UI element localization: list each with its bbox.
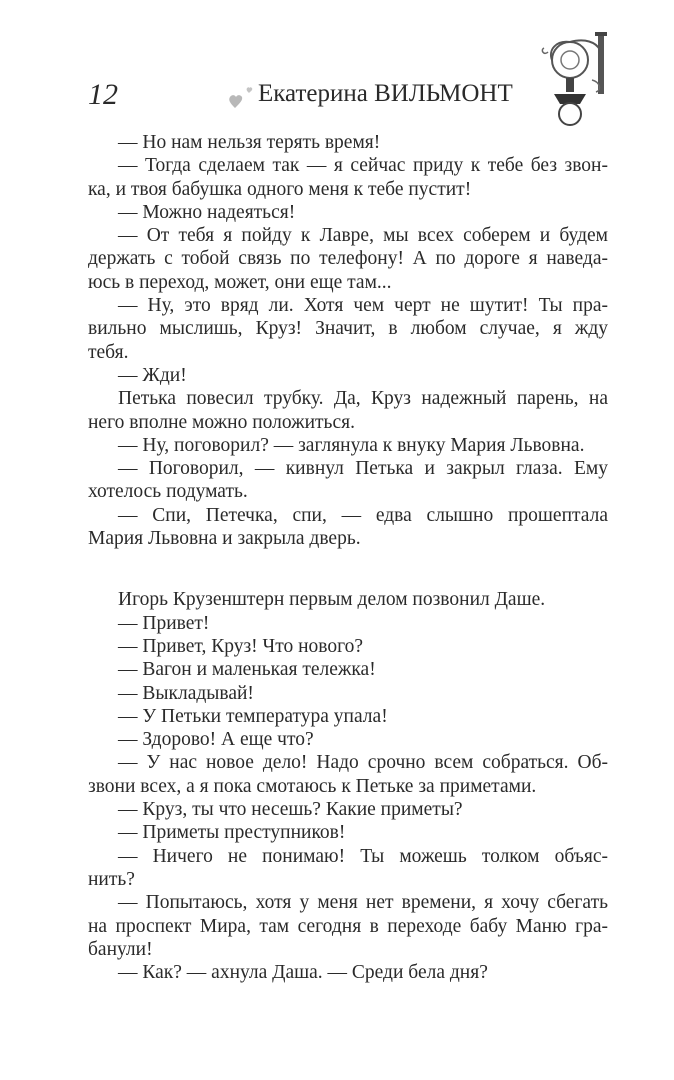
paragraph: [88, 612, 608, 635]
text-line: вильно мыслишь, Круз! Значит, в любом случае, я жду: [88, 318, 608, 340]
text-line: хотелось подумать.: [88, 481, 248, 503]
paragraph: [88, 224, 608, 294]
text-line: — Привет!: [118, 612, 210, 634]
text-line: — Можно надеяться!: [118, 201, 296, 223]
paragraph: [88, 751, 608, 798]
text-line: держать с тобой связь по телефону! А по дороге я наведа-: [88, 248, 608, 270]
text-line: Петька повесил трубку. Да, Круз надежный парень, на: [118, 388, 608, 410]
paragraph: [88, 891, 608, 961]
text-line: — Вагон и маленькая тележка!: [118, 659, 376, 681]
text-line: нить?: [88, 868, 135, 890]
text-line: звони всех, а я пока смотаюсь к Петьке за приметами.: [88, 775, 537, 797]
text-line: — Приметы преступников!: [118, 822, 346, 844]
hearts-icon: [228, 82, 258, 110]
text-line: — Поговорил, — кивнул Петька и закрыл глаза. Ему: [118, 458, 608, 480]
paragraph: [88, 821, 608, 844]
text-line: — Но нам нельзя терять время!: [118, 132, 381, 153]
paragraph: [88, 588, 608, 611]
text-line: — Привет, Круз! Что нового?: [118, 635, 364, 657]
text-line: банули!: [88, 938, 153, 960]
text-line: — У Петьки температура упала!: [118, 705, 388, 727]
body-text: [88, 131, 608, 984]
text-line: юсь в переход, может, они еще там...: [88, 271, 392, 293]
paragraph: [88, 457, 608, 504]
street-lamp-illustration: [530, 30, 612, 128]
text-line: — Здорово! А еще что?: [118, 729, 314, 751]
text-line: — Тогда сделаем так — я сейчас приду к тебе без звон-: [118, 155, 608, 177]
text-line: — Жди!: [118, 364, 187, 386]
paragraph: [88, 728, 608, 751]
paragraph: [88, 635, 608, 658]
text-line: — Как? — ахнула Даша. — Среди бела дня?: [118, 962, 488, 984]
paragraph: [88, 154, 608, 201]
text-line: тебя.: [88, 341, 129, 363]
paragraph: [88, 294, 608, 364]
paragraph: [88, 961, 608, 984]
paragraph: [88, 798, 608, 821]
paragraph: [88, 705, 608, 728]
text-line: — Ну, поговорил? — заглянула к внуку Мария Львовна.: [118, 434, 585, 456]
text-line: — Попытаюсь, хотя у меня нет времени, я хочу сбегать: [118, 892, 608, 914]
paragraph: [88, 131, 608, 154]
page-number: 12: [88, 78, 118, 111]
text-line: — Круз, ты что несешь? Какие приметы?: [118, 799, 463, 821]
paragraph: [88, 658, 608, 681]
text-line: на проспект Мира, там сегодня в переходе бабу Маню гра-: [88, 915, 608, 937]
text-line: — От тебя я пойду к Лавре, мы всех соберем и будем: [118, 225, 608, 247]
text-line: Мария Львовна и закрыла дверь.: [88, 528, 361, 550]
text-line: него вполне можно положиться.: [88, 411, 355, 433]
paragraph: [88, 387, 608, 434]
text-line: — У нас новое дело! Надо срочно всем собраться. Об-: [118, 752, 608, 774]
section-break: [88, 550, 608, 588]
paragraph: [88, 364, 608, 387]
text-line: Игорь Крузенштерн первым делом позвонил Даше.: [118, 589, 546, 611]
paragraph: [88, 434, 608, 457]
text-line: — Ну, это вряд ли. Хотя чем черт не шутит! Ты пра-: [118, 295, 608, 317]
paragraph: [88, 504, 608, 551]
text-line: — Ничего не понимаю! Ты можешь толком объяс-: [118, 845, 608, 867]
paragraph: [88, 201, 608, 224]
text-line: ка, и твоя бабушка одного меня к тебе пустит!: [88, 178, 472, 200]
author-name: Екатерина ВИЛЬМОНТ: [258, 80, 513, 107]
text-line: — Спи, Петечка, спи, — едва слышно прошептала: [118, 504, 608, 526]
text-line: — Выкладывай!: [118, 682, 254, 704]
paragraph: [88, 845, 608, 892]
paragraph: [88, 682, 608, 705]
